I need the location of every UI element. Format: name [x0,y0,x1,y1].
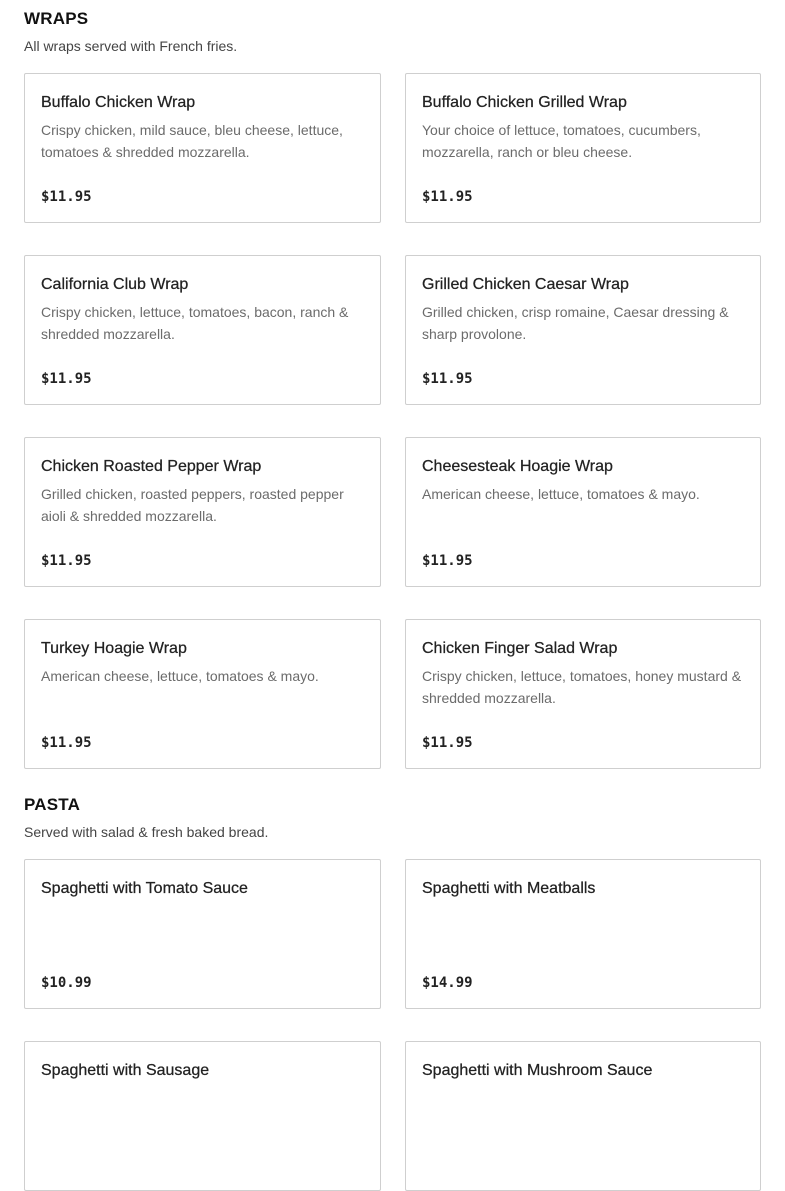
menu-item-name: Turkey Hoagie Wrap [41,640,187,657]
menu-item-name: Buffalo Chicken Wrap [41,94,196,111]
menu-item-name: California Club Wrap [41,276,189,293]
menu-item-card[interactable] [24,437,381,587]
menu-item-name: Chicken Roasted Pepper Wrap [41,458,262,475]
menu-item-card[interactable] [24,255,381,405]
menu-item-price: $11.95 [422,189,473,205]
menu-item-price: $11.95 [41,735,92,751]
menu-item-name: Spaghetti with Tomato Sauce [41,880,248,897]
menu-item-price: $10.99 [41,975,92,991]
section-subtitle: Served with salad & fresh baked bread. [24,824,269,840]
menu-item-card[interactable] [405,437,761,587]
menu-item-description: American cheese, lettuce, tomatoes & mayo. [422,486,700,502]
menu-item-description: Crispy chicken, lettuce, tomatoes, bacon, ranch & shredded mozzarella. [41,304,349,342]
menu-item-name: Spaghetti with Meatballs [422,880,596,897]
menu-item-price: $11.95 [41,553,92,569]
wraps-section [24,9,761,769]
menu-item-price: $11.95 [41,371,92,387]
menu-item-description: Grilled chicken, crisp romaine, Caesar dressing & sharp provolone. [422,304,729,342]
menu-item-card[interactable] [24,619,381,769]
menu-item-description: Your choice of lettuce, tomatoes, cucumbers, mozzarella, ranch or bleu cheese. [422,122,701,160]
menu-item-card[interactable] [24,859,381,1009]
menu-item-card[interactable] [405,859,761,1009]
menu-item-card[interactable] [405,255,761,405]
menu-item-description: Grilled chicken, roasted peppers, roasted pepper aioli & shredded mozzarella. [41,486,344,524]
menu-item-name: Spaghetti with Sausage [41,1062,210,1079]
menu-item-price: $11.95 [41,189,92,205]
section-subtitle: All wraps served with French fries. [24,38,238,54]
menu-item-card[interactable] [405,73,761,223]
menu-item-name: Chicken Finger Salad Wrap [422,640,618,657]
section-title: WRAPS [24,9,89,28]
pasta-section [24,795,761,1191]
menu-item-price: $11.95 [422,553,473,569]
menu-item-name: Buffalo Chicken Grilled Wrap [422,94,627,111]
menu-item-description: American cheese, lettuce, tomatoes & mayo. [41,668,319,684]
menu-item-card[interactable] [405,619,761,769]
menu-item-price: $11.95 [422,371,473,387]
menu-grid [24,73,761,769]
menu-item-price: $11.95 [422,735,473,751]
menu-grid [24,859,761,1191]
menu-item-price: $14.99 [422,975,473,991]
section-title: PASTA [24,795,81,814]
menu-item-card[interactable] [24,1041,381,1191]
menu-item-description: Crispy chicken, mild sauce, bleu cheese, lettuce, tomatoes & shredded mozzarella. [41,122,343,160]
menu-item-name: Spaghetti with Mushroom Sauce [422,1062,653,1079]
menu-item-card[interactable] [24,73,381,223]
menu-item-name: Cheesesteak Hoagie Wrap [422,458,613,475]
menu-item-name: Grilled Chicken Caesar Wrap [422,276,629,293]
menu-item-description: Crispy chicken, lettuce, tomatoes, honey mustard & shredded mozzarella. [422,668,742,706]
menu-item-card[interactable] [405,1041,761,1191]
